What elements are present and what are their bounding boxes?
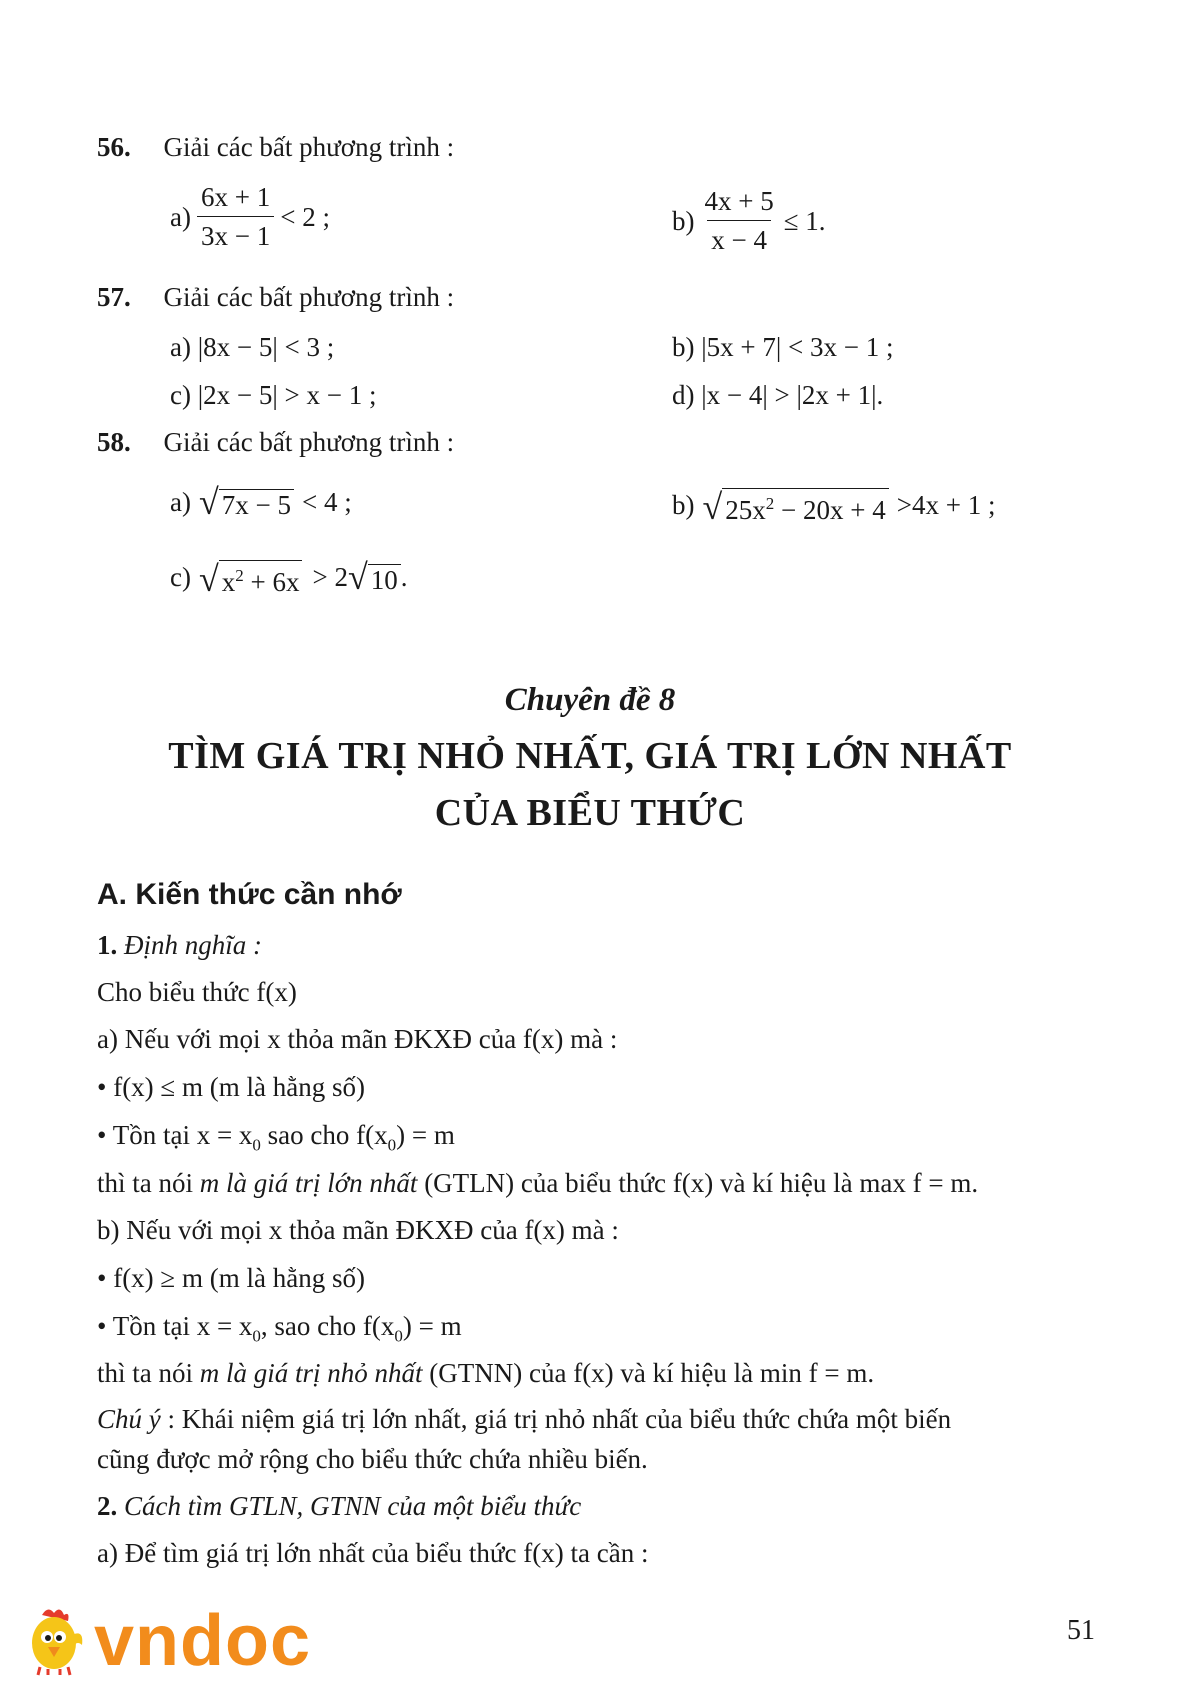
denominator: x − 4 bbox=[707, 220, 771, 257]
note-line: Chú ý : Khái niệm giá trị lớn nhất, giá trị nhỏ nhất của biểu thức chứa một biến bbox=[97, 1404, 952, 1434]
vndoc-logo[interactable] bbox=[20, 1601, 312, 1681]
exercise-number: 56. bbox=[97, 132, 131, 162]
page-number: 51 bbox=[1067, 1615, 1095, 1646]
bullet-item: • Tồn tại $x = x_0$ sao cho $f(x_0) = m$ bbox=[97, 1120, 455, 1155]
part-label: b) bbox=[672, 489, 695, 520]
exercise-56-header bbox=[97, 130, 454, 164]
chapter-title-line-2: CỦA BIỂU THỨC bbox=[434, 792, 746, 834]
ex57-part-c: c) |2x − 5| > x − 1 ; bbox=[170, 380, 377, 410]
numerator: 6x + 1 bbox=[200, 182, 271, 212]
section-heading: A. Kiến thức cần nhớ bbox=[97, 878, 402, 911]
exercise-58-header bbox=[97, 425, 454, 459]
inequality-rhs: < 2 ; bbox=[280, 201, 330, 232]
text-line: thì ta nói m là giá trị nhỏ nhất (GTNN) của f(x) và kí hiệu là min f = m. bbox=[97, 1358, 875, 1388]
part-label: a) bbox=[170, 201, 191, 232]
square-root: √ 10 bbox=[348, 559, 401, 595]
ex57-part-d: d) |x − 4| > |2x + 1|. bbox=[672, 380, 884, 410]
exercise-number: 57. bbox=[97, 282, 131, 312]
exercise-prompt: Giải các bất phương trình : bbox=[163, 282, 455, 312]
ex58-part-b bbox=[672, 484, 995, 525]
square-root: √ $25x^2 - 20x + 4$ bbox=[703, 484, 889, 525]
inequality-rhs: ≤ 1. bbox=[783, 205, 826, 236]
bullet-item: • f(x) ≥ m (m là hằng số) bbox=[97, 1263, 365, 1293]
ex57-part-a: a) |8x − 5| < 3 ; bbox=[170, 332, 335, 362]
definition-heading: 1. Định nghĩa : bbox=[97, 930, 262, 960]
inequality-rhs: > 2 bbox=[312, 561, 348, 592]
ex58-part-c: c) √ $x^2 + 6x$ > 2 √ 10 . bbox=[170, 556, 408, 599]
text-line: thì ta nói m là giá trị lớn nhất (GTLN) của biểu thức f(x) và kí hiệu là max f = m. bbox=[97, 1168, 979, 1198]
bullet-item: • Tồn tại $x = x_0$, sao cho $f(x_0) = m$ bbox=[97, 1311, 462, 1346]
text-line: b) Nếu với mọi x thỏa mãn ĐKXĐ của f(x) mà : bbox=[97, 1215, 619, 1245]
inequality-rhs: >4x + 1 ; bbox=[896, 489, 996, 520]
radicand: 10 bbox=[368, 564, 401, 595]
chapter-title-line-1: TÌM GIÁ TRỊ NHỎ NHẤT, GIÁ TRỊ LỚN NHẤT bbox=[168, 735, 1012, 777]
part-label: b) bbox=[672, 205, 695, 236]
radicand: $x^2 + 6x$ bbox=[219, 560, 303, 597]
part-label: c) bbox=[170, 561, 191, 592]
fraction bbox=[701, 184, 778, 257]
exercise-57-header bbox=[97, 280, 454, 314]
text-line: a) Để tìm giá trị lớn nhất của biểu thức f(x) ta cần : bbox=[97, 1538, 649, 1568]
ex58-part-a bbox=[170, 484, 352, 520]
text-line: a) Nếu với mọi x thỏa mãn ĐKXĐ của f(x) mà : bbox=[97, 1024, 618, 1054]
ex56-part-b bbox=[672, 184, 826, 257]
inequality-rhs: < 4 ; bbox=[301, 487, 352, 517]
rooster-mascot-icon bbox=[20, 1605, 90, 1677]
numerator: 4x + 5 bbox=[704, 186, 774, 216]
denominator: 3x − 1 bbox=[197, 216, 274, 253]
exercise-prompt: Giải các bất phương trình : bbox=[163, 427, 455, 457]
chapter-subtitle: Chuyên đề 8 bbox=[504, 682, 676, 718]
square-root: √ $x^2 + 6x$ bbox=[199, 556, 303, 597]
exercise-prompt: Giải các bất phương trình : bbox=[163, 132, 455, 162]
logo-wordmark: vndoc bbox=[94, 1601, 312, 1681]
part-label: a) bbox=[170, 487, 191, 517]
ex57-part-b: b) |5x + 7| < 3x − 1 ; bbox=[672, 332, 894, 362]
fraction bbox=[197, 180, 274, 253]
square-root: √ 7x − 5 bbox=[199, 484, 294, 520]
method-heading: 2. Cách tìm GTLN, GTNN của một biểu thức bbox=[97, 1491, 582, 1521]
note-line: cũng được mở rộng cho biểu thức chứa nhiều biến. bbox=[97, 1444, 648, 1474]
bullet-item: • f(x) ≤ m (m là hằng số) bbox=[97, 1072, 365, 1102]
radicand: $25x^2 - 20x + 4$ bbox=[722, 488, 888, 525]
exercise-number: 58. bbox=[97, 427, 131, 457]
radicand: 7x − 5 bbox=[219, 489, 294, 520]
ex56-part-a bbox=[170, 180, 330, 253]
text-line: Cho biểu thức f(x) bbox=[97, 977, 297, 1007]
